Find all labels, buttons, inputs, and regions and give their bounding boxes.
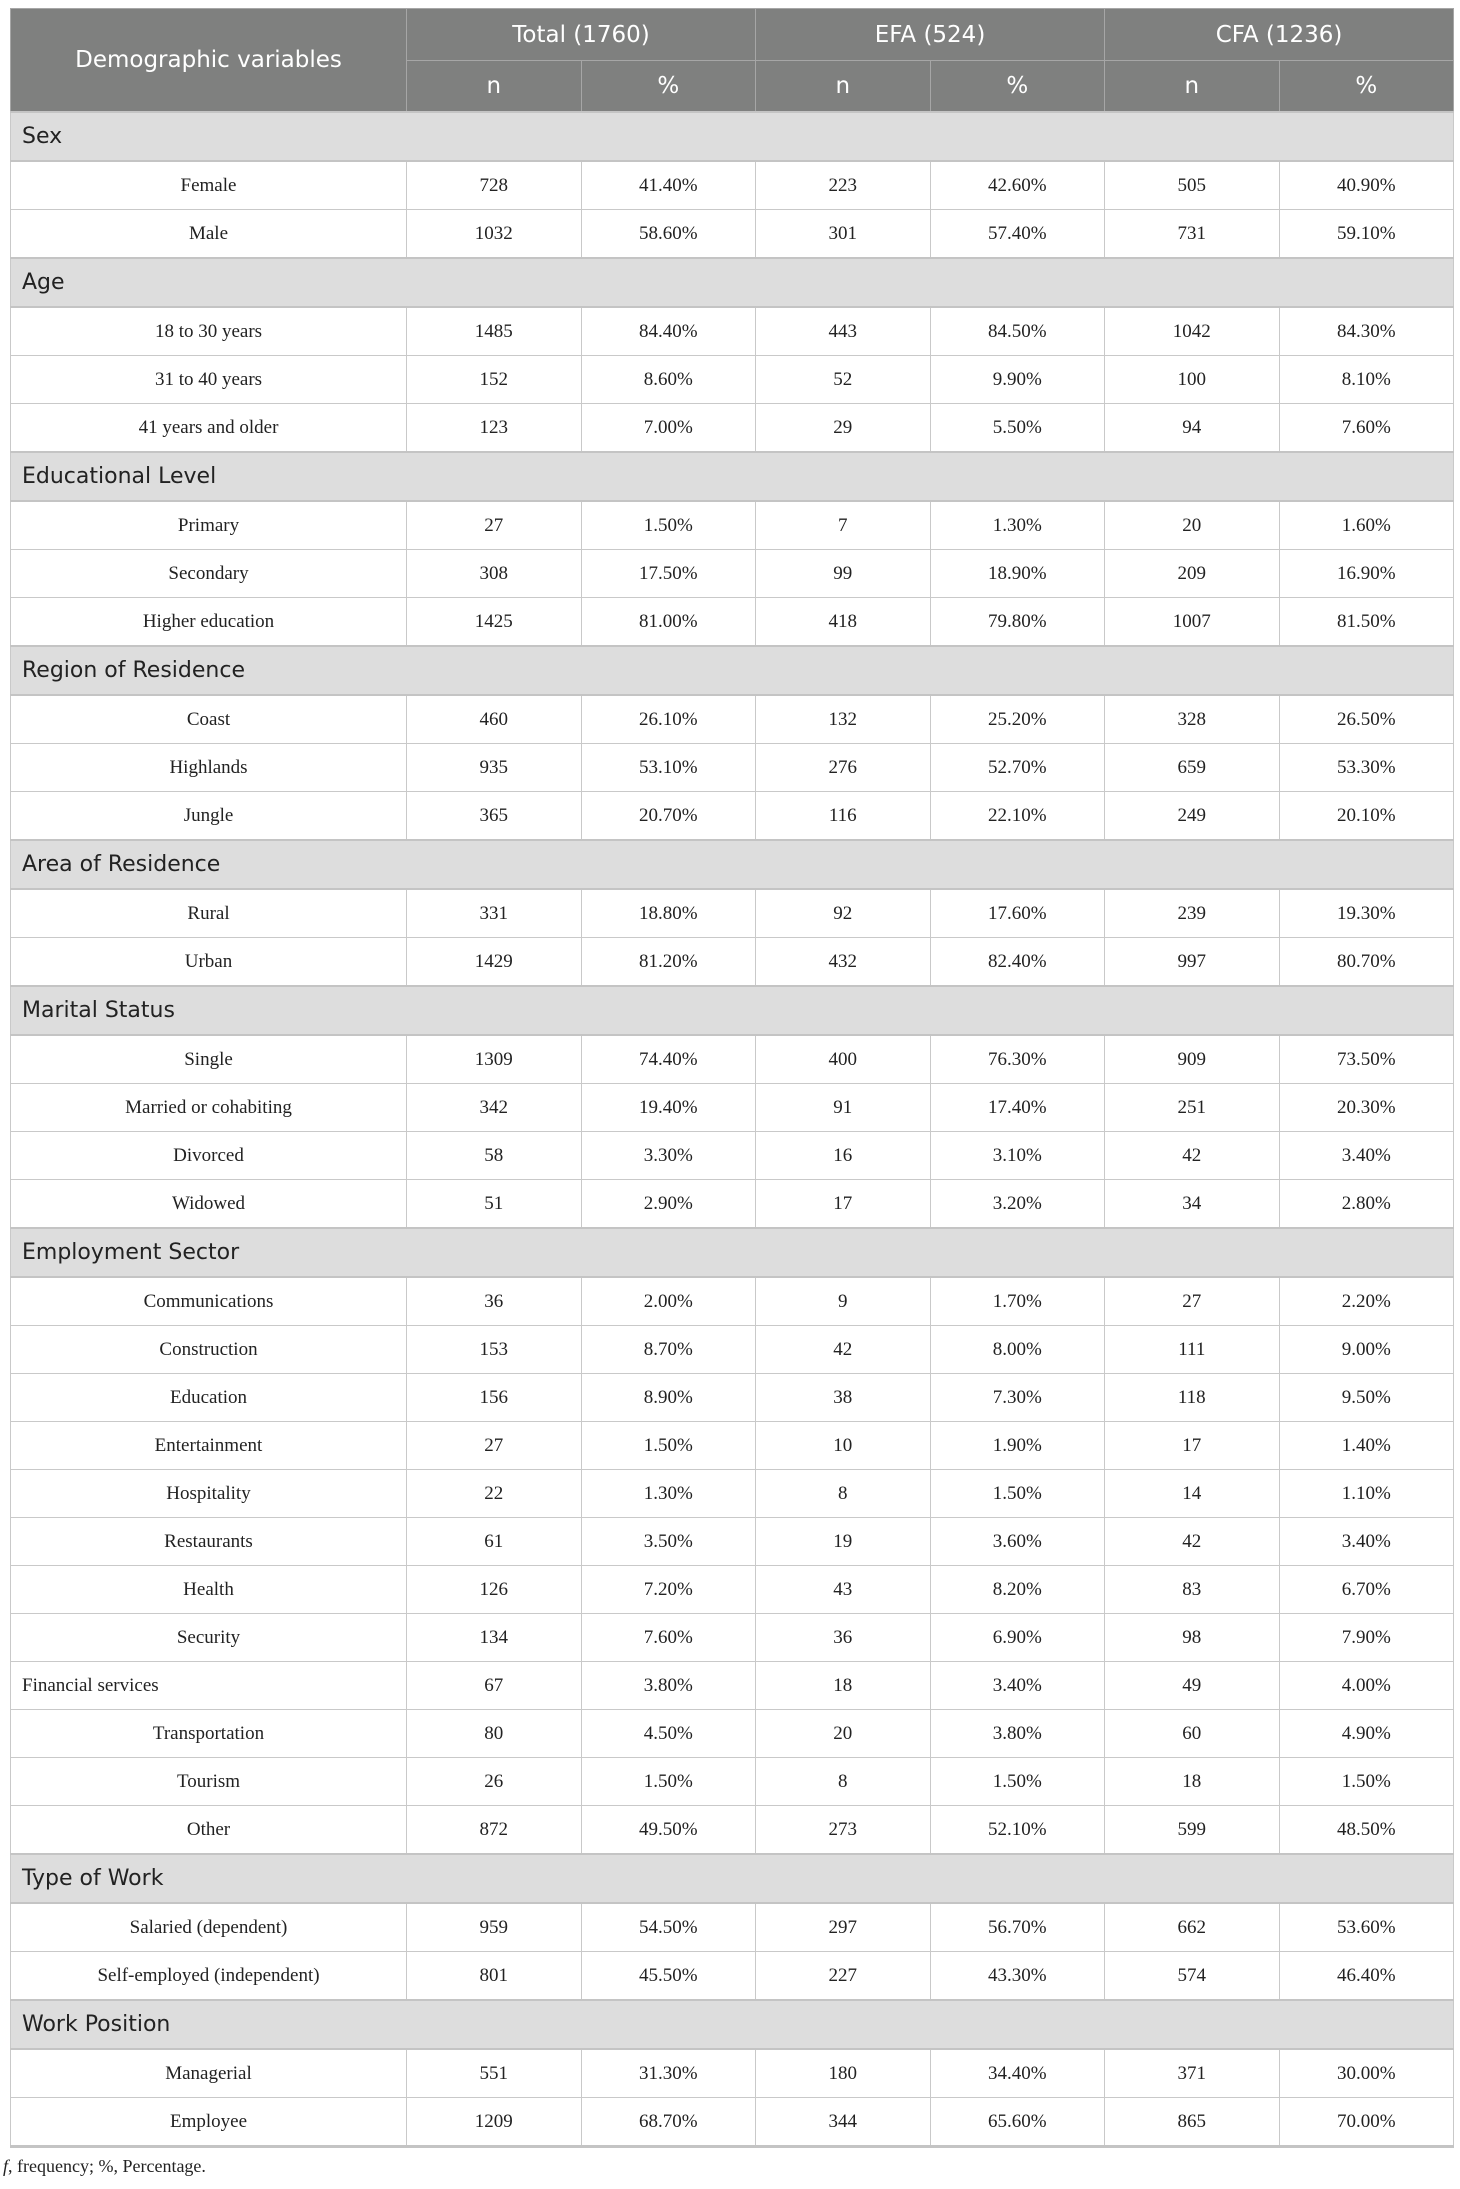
cell-cfa-pct: 26.50% xyxy=(1279,695,1454,744)
cell-cfa-pct: 1.60% xyxy=(1279,501,1454,550)
row-label: Hospitality xyxy=(11,1470,407,1518)
cell-efa-n: 344 xyxy=(756,2098,931,2147)
cell-total-pct: 58.60% xyxy=(581,210,756,259)
row-label: Single xyxy=(11,1035,407,1084)
cell-efa-n: 17 xyxy=(756,1180,931,1229)
cell-cfa-pct: 3.40% xyxy=(1279,1518,1454,1566)
cell-total-n: 935 xyxy=(407,744,582,792)
cell-efa-n: 18 xyxy=(756,1662,931,1710)
cell-cfa-n: 371 xyxy=(1105,2049,1280,2098)
cell-total-pct: 1.50% xyxy=(581,1758,756,1806)
row-label: Coast xyxy=(11,695,407,744)
section-header-row xyxy=(11,2000,1454,2049)
table-row xyxy=(11,1470,1454,1518)
cell-total-n: 36 xyxy=(407,1277,582,1326)
cell-efa-n: 400 xyxy=(756,1035,931,1084)
table-row xyxy=(11,1952,1454,2001)
footnote-text: , frequency; %, Percentage. xyxy=(8,2156,206,2176)
section-title: Employment Sector xyxy=(11,1228,1454,1277)
cell-total-pct: 84.40% xyxy=(581,307,756,356)
cell-efa-pct: 52.70% xyxy=(930,744,1105,792)
demographics-table-container xyxy=(10,8,1453,2148)
header-row-label: Demographic variables xyxy=(11,9,407,113)
table-row xyxy=(11,1326,1454,1374)
cell-cfa-pct: 16.90% xyxy=(1279,550,1454,598)
row-label: 41 years and older xyxy=(11,404,407,453)
table-row xyxy=(11,356,1454,404)
cell-total-n: 58 xyxy=(407,1132,582,1180)
table-row xyxy=(11,1035,1454,1084)
cell-cfa-n: 94 xyxy=(1105,404,1280,453)
cell-cfa-pct: 48.50% xyxy=(1279,1806,1454,1855)
cell-cfa-pct: 2.80% xyxy=(1279,1180,1454,1229)
cell-efa-pct: 57.40% xyxy=(930,210,1105,259)
cell-total-pct: 53.10% xyxy=(581,744,756,792)
cell-efa-pct: 82.40% xyxy=(930,938,1105,987)
cell-efa-n: 9 xyxy=(756,1277,931,1326)
cell-efa-pct: 79.80% xyxy=(930,598,1105,647)
cell-total-pct: 41.40% xyxy=(581,161,756,210)
row-label: Salaried (dependent) xyxy=(11,1903,407,1952)
cell-efa-n: 8 xyxy=(756,1470,931,1518)
section-title: Sex xyxy=(11,112,1454,161)
cell-total-pct: 7.60% xyxy=(581,1614,756,1662)
cell-cfa-n: 731 xyxy=(1105,210,1280,259)
row-label: Financial services xyxy=(11,1662,407,1710)
cell-cfa-n: 14 xyxy=(1105,1470,1280,1518)
cell-efa-pct: 25.20% xyxy=(930,695,1105,744)
cell-cfa-pct: 6.70% xyxy=(1279,1566,1454,1614)
cell-cfa-n: 574 xyxy=(1105,1952,1280,2001)
row-label: Secondary xyxy=(11,550,407,598)
table-row xyxy=(11,210,1454,259)
cell-cfa-pct: 19.30% xyxy=(1279,889,1454,938)
cell-total-pct: 4.50% xyxy=(581,1710,756,1758)
cell-total-pct: 3.50% xyxy=(581,1518,756,1566)
cell-total-n: 1309 xyxy=(407,1035,582,1084)
cell-cfa-n: 209 xyxy=(1105,550,1280,598)
row-label: Female xyxy=(11,161,407,210)
cell-efa-pct: 1.70% xyxy=(930,1277,1105,1326)
table-row xyxy=(11,1422,1454,1470)
cell-efa-n: 8 xyxy=(756,1758,931,1806)
cell-efa-pct: 76.30% xyxy=(930,1035,1105,1084)
cell-cfa-pct: 4.00% xyxy=(1279,1662,1454,1710)
cell-efa-n: 36 xyxy=(756,1614,931,1662)
cell-efa-pct: 43.30% xyxy=(930,1952,1105,2001)
cell-total-n: 134 xyxy=(407,1614,582,1662)
cell-total-pct: 2.90% xyxy=(581,1180,756,1229)
row-label: Higher education xyxy=(11,598,407,647)
cell-cfa-pct: 8.10% xyxy=(1279,356,1454,404)
row-label: Male xyxy=(11,210,407,259)
cell-cfa-pct: 1.40% xyxy=(1279,1422,1454,1470)
cell-efa-n: 273 xyxy=(756,1806,931,1855)
table-row xyxy=(11,1614,1454,1662)
table-footnote xyxy=(3,2156,206,2177)
table-row xyxy=(11,889,1454,938)
cell-total-pct: 81.20% xyxy=(581,938,756,987)
cell-cfa-n: 1042 xyxy=(1105,307,1280,356)
row-label: Entertainment xyxy=(11,1422,407,1470)
cell-efa-n: 52 xyxy=(756,356,931,404)
cell-efa-pct: 3.80% xyxy=(930,1710,1105,1758)
row-label: Employee xyxy=(11,2098,407,2147)
section-title: Region of Residence xyxy=(11,646,1454,695)
table-row xyxy=(11,1566,1454,1614)
cell-cfa-n: 997 xyxy=(1105,938,1280,987)
row-label: Primary xyxy=(11,501,407,550)
row-label: 18 to 30 years xyxy=(11,307,407,356)
cell-cfa-pct: 20.30% xyxy=(1279,1084,1454,1132)
cell-efa-n: 432 xyxy=(756,938,931,987)
cell-total-pct: 1.50% xyxy=(581,1422,756,1470)
cell-cfa-n: 1007 xyxy=(1105,598,1280,647)
cell-efa-n: 16 xyxy=(756,1132,931,1180)
cell-total-n: 728 xyxy=(407,161,582,210)
header-sub-cfa-pct: % xyxy=(1279,61,1454,113)
cell-total-n: 1209 xyxy=(407,2098,582,2147)
cell-efa-pct: 17.60% xyxy=(930,889,1105,938)
row-label: Communications xyxy=(11,1277,407,1326)
cell-total-n: 123 xyxy=(407,404,582,453)
cell-efa-pct: 17.40% xyxy=(930,1084,1105,1132)
header-group-total: Total (1760) xyxy=(407,9,756,61)
table-row xyxy=(11,1374,1454,1422)
cell-total-n: 67 xyxy=(407,1662,582,1710)
cell-total-n: 152 xyxy=(407,356,582,404)
cell-efa-pct: 3.60% xyxy=(930,1518,1105,1566)
cell-efa-pct: 1.50% xyxy=(930,1758,1105,1806)
section-header-row xyxy=(11,258,1454,307)
cell-efa-n: 43 xyxy=(756,1566,931,1614)
cell-cfa-n: 111 xyxy=(1105,1326,1280,1374)
table-row xyxy=(11,1903,1454,1952)
cell-total-pct: 49.50% xyxy=(581,1806,756,1855)
table-row xyxy=(11,1180,1454,1229)
cell-efa-pct: 84.50% xyxy=(930,307,1105,356)
cell-efa-n: 10 xyxy=(756,1422,931,1470)
header-sub-total-pct: % xyxy=(581,61,756,113)
table-row xyxy=(11,1662,1454,1710)
table-row xyxy=(11,307,1454,356)
cell-total-n: 1485 xyxy=(407,307,582,356)
table-row xyxy=(11,2049,1454,2098)
cell-efa-n: 443 xyxy=(756,307,931,356)
section-header-row xyxy=(11,986,1454,1035)
cell-efa-n: 29 xyxy=(756,404,931,453)
cell-cfa-pct: 3.40% xyxy=(1279,1132,1454,1180)
cell-efa-n: 301 xyxy=(756,210,931,259)
cell-cfa-pct: 70.00% xyxy=(1279,2098,1454,2147)
row-label: Urban xyxy=(11,938,407,987)
cell-efa-n: 132 xyxy=(756,695,931,744)
cell-efa-pct: 52.10% xyxy=(930,1806,1105,1855)
cell-cfa-pct: 84.30% xyxy=(1279,307,1454,356)
cell-total-n: 80 xyxy=(407,1710,582,1758)
header-sub-efa-n: n xyxy=(756,61,931,113)
cell-cfa-n: 20 xyxy=(1105,501,1280,550)
cell-total-pct: 8.60% xyxy=(581,356,756,404)
cell-cfa-pct: 40.90% xyxy=(1279,161,1454,210)
cell-total-n: 61 xyxy=(407,1518,582,1566)
row-label: Married or cohabiting xyxy=(11,1084,407,1132)
cell-total-n: 365 xyxy=(407,792,582,841)
cell-total-pct: 17.50% xyxy=(581,550,756,598)
row-label: Transportation xyxy=(11,1710,407,1758)
row-label: Jungle xyxy=(11,792,407,841)
cell-total-pct: 19.40% xyxy=(581,1084,756,1132)
row-label: Health xyxy=(11,1566,407,1614)
cell-total-pct: 26.10% xyxy=(581,695,756,744)
table-row xyxy=(11,1277,1454,1326)
cell-cfa-n: 505 xyxy=(1105,161,1280,210)
row-label: Self-employed (independent) xyxy=(11,1952,407,2001)
section-title: Work Position xyxy=(11,2000,1454,2049)
cell-cfa-pct: 53.30% xyxy=(1279,744,1454,792)
header-group-efa: EFA (524) xyxy=(756,9,1105,61)
cell-efa-pct: 3.40% xyxy=(930,1662,1105,1710)
cell-cfa-pct: 59.10% xyxy=(1279,210,1454,259)
cell-total-pct: 1.50% xyxy=(581,501,756,550)
cell-cfa-n: 100 xyxy=(1105,356,1280,404)
cell-efa-pct: 56.70% xyxy=(930,1903,1105,1952)
cell-efa-n: 92 xyxy=(756,889,931,938)
cell-cfa-pct: 20.10% xyxy=(1279,792,1454,841)
cell-efa-n: 227 xyxy=(756,1952,931,2001)
table-header xyxy=(11,9,1454,113)
cell-cfa-pct: 1.50% xyxy=(1279,1758,1454,1806)
row-label: Rural xyxy=(11,889,407,938)
section-header-row xyxy=(11,646,1454,695)
section-title: Type of Work xyxy=(11,1854,1454,1903)
cell-total-n: 26 xyxy=(407,1758,582,1806)
cell-efa-n: 99 xyxy=(756,550,931,598)
row-label: Other xyxy=(11,1806,407,1855)
cell-cfa-n: 118 xyxy=(1105,1374,1280,1422)
cell-cfa-pct: 4.90% xyxy=(1279,1710,1454,1758)
row-label: Widowed xyxy=(11,1180,407,1229)
cell-total-n: 1032 xyxy=(407,210,582,259)
cell-efa-pct: 22.10% xyxy=(930,792,1105,841)
cell-total-n: 27 xyxy=(407,501,582,550)
section-header-row xyxy=(11,452,1454,501)
row-label: Tourism xyxy=(11,1758,407,1806)
table-row xyxy=(11,501,1454,550)
section-title: Area of Residence xyxy=(11,840,1454,889)
cell-total-n: 551 xyxy=(407,2049,582,2098)
cell-cfa-pct: 53.60% xyxy=(1279,1903,1454,1952)
table-row xyxy=(11,2098,1454,2147)
cell-total-pct: 18.80% xyxy=(581,889,756,938)
cell-total-pct: 81.00% xyxy=(581,598,756,647)
cell-efa-n: 180 xyxy=(756,2049,931,2098)
cell-cfa-n: 599 xyxy=(1105,1806,1280,1855)
cell-cfa-n: 83 xyxy=(1105,1566,1280,1614)
cell-efa-pct: 5.50% xyxy=(930,404,1105,453)
cell-total-n: 959 xyxy=(407,1903,582,1952)
section-title: Educational Level xyxy=(11,452,1454,501)
section-header-row xyxy=(11,1854,1454,1903)
cell-total-pct: 1.30% xyxy=(581,1470,756,1518)
row-label: Restaurants xyxy=(11,1518,407,1566)
cell-total-pct: 7.00% xyxy=(581,404,756,453)
cell-total-n: 1425 xyxy=(407,598,582,647)
cell-total-n: 27 xyxy=(407,1422,582,1470)
table-row xyxy=(11,1710,1454,1758)
cell-efa-pct: 1.90% xyxy=(930,1422,1105,1470)
cell-cfa-pct: 7.60% xyxy=(1279,404,1454,453)
row-label: Construction xyxy=(11,1326,407,1374)
cell-total-n: 126 xyxy=(407,1566,582,1614)
table-row xyxy=(11,1806,1454,1855)
cell-total-pct: 45.50% xyxy=(581,1952,756,2001)
cell-total-pct: 7.20% xyxy=(581,1566,756,1614)
section-header-row xyxy=(11,1228,1454,1277)
header-sub-cfa-n: n xyxy=(1105,61,1280,113)
cell-efa-pct: 9.90% xyxy=(930,356,1105,404)
table-row xyxy=(11,695,1454,744)
cell-total-n: 308 xyxy=(407,550,582,598)
cell-efa-n: 297 xyxy=(756,1903,931,1952)
table-body xyxy=(11,112,1454,2147)
cell-efa-n: 20 xyxy=(756,1710,931,1758)
cell-cfa-n: 18 xyxy=(1105,1758,1280,1806)
cell-cfa-pct: 7.90% xyxy=(1279,1614,1454,1662)
cell-efa-n: 276 xyxy=(756,744,931,792)
cell-efa-n: 7 xyxy=(756,501,931,550)
cell-total-pct: 54.50% xyxy=(581,1903,756,1952)
section-header-row xyxy=(11,112,1454,161)
cell-cfa-n: 42 xyxy=(1105,1132,1280,1180)
row-label: Highlands xyxy=(11,744,407,792)
cell-efa-pct: 34.40% xyxy=(930,2049,1105,2098)
cell-efa-pct: 1.50% xyxy=(930,1470,1105,1518)
cell-total-pct: 68.70% xyxy=(581,2098,756,2147)
cell-total-pct: 20.70% xyxy=(581,792,756,841)
cell-total-n: 1429 xyxy=(407,938,582,987)
row-label: Security xyxy=(11,1614,407,1662)
table-row xyxy=(11,1132,1454,1180)
cell-cfa-pct: 46.40% xyxy=(1279,1952,1454,2001)
cell-cfa-pct: 1.10% xyxy=(1279,1470,1454,1518)
cell-total-n: 342 xyxy=(407,1084,582,1132)
cell-efa-n: 418 xyxy=(756,598,931,647)
header-sub-efa-pct: % xyxy=(930,61,1105,113)
cell-cfa-n: 239 xyxy=(1105,889,1280,938)
footnote-symbol: f xyxy=(3,2156,9,2176)
section-header-row xyxy=(11,840,1454,889)
cell-efa-pct: 7.30% xyxy=(930,1374,1105,1422)
cell-total-pct: 74.40% xyxy=(581,1035,756,1084)
cell-cfa-n: 251 xyxy=(1105,1084,1280,1132)
cell-total-pct: 3.30% xyxy=(581,1132,756,1180)
cell-cfa-n: 42 xyxy=(1105,1518,1280,1566)
cell-total-pct: 8.90% xyxy=(581,1374,756,1422)
cell-efa-pct: 3.10% xyxy=(930,1132,1105,1180)
cell-efa-n: 19 xyxy=(756,1518,931,1566)
table-row xyxy=(11,404,1454,453)
cell-cfa-pct: 73.50% xyxy=(1279,1035,1454,1084)
cell-total-n: 22 xyxy=(407,1470,582,1518)
cell-cfa-n: 60 xyxy=(1105,1710,1280,1758)
header-sub-total-n: n xyxy=(407,61,582,113)
cell-total-pct: 2.00% xyxy=(581,1277,756,1326)
cell-efa-pct: 42.60% xyxy=(930,161,1105,210)
cell-cfa-pct: 30.00% xyxy=(1279,2049,1454,2098)
cell-total-pct: 31.30% xyxy=(581,2049,756,2098)
cell-cfa-pct: 2.20% xyxy=(1279,1277,1454,1326)
cell-total-n: 872 xyxy=(407,1806,582,1855)
cell-total-pct: 3.80% xyxy=(581,1662,756,1710)
cell-efa-n: 116 xyxy=(756,792,931,841)
cell-total-n: 156 xyxy=(407,1374,582,1422)
table-row xyxy=(11,1084,1454,1132)
table-row xyxy=(11,1758,1454,1806)
table-row xyxy=(11,598,1454,647)
cell-efa-pct: 8.00% xyxy=(930,1326,1105,1374)
cell-efa-pct: 65.60% xyxy=(930,2098,1105,2147)
row-label: Managerial xyxy=(11,2049,407,2098)
cell-cfa-pct: 80.70% xyxy=(1279,938,1454,987)
table-row xyxy=(11,938,1454,987)
table-row xyxy=(11,161,1454,210)
cell-cfa-pct: 9.50% xyxy=(1279,1374,1454,1422)
row-label: Divorced xyxy=(11,1132,407,1180)
demographics-table xyxy=(10,8,1454,2148)
table-row xyxy=(11,550,1454,598)
cell-total-n: 153 xyxy=(407,1326,582,1374)
cell-cfa-n: 27 xyxy=(1105,1277,1280,1326)
section-title: Marital Status xyxy=(11,986,1454,1035)
cell-cfa-n: 865 xyxy=(1105,2098,1280,2147)
cell-cfa-n: 17 xyxy=(1105,1422,1280,1470)
cell-total-n: 331 xyxy=(407,889,582,938)
cell-total-n: 801 xyxy=(407,1952,582,2001)
cell-efa-pct: 6.90% xyxy=(930,1614,1105,1662)
cell-cfa-n: 662 xyxy=(1105,1903,1280,1952)
section-title: Age xyxy=(11,258,1454,307)
cell-total-n: 460 xyxy=(407,695,582,744)
cell-efa-n: 223 xyxy=(756,161,931,210)
row-label: Education xyxy=(11,1374,407,1422)
header-group-cfa: CFA (1236) xyxy=(1105,9,1454,61)
cell-efa-pct: 1.30% xyxy=(930,501,1105,550)
row-label: 31 to 40 years xyxy=(11,356,407,404)
cell-cfa-n: 49 xyxy=(1105,1662,1280,1710)
cell-total-pct: 8.70% xyxy=(581,1326,756,1374)
cell-cfa-n: 328 xyxy=(1105,695,1280,744)
table-row xyxy=(11,744,1454,792)
cell-efa-pct: 8.20% xyxy=(930,1566,1105,1614)
cell-cfa-n: 909 xyxy=(1105,1035,1280,1084)
cell-efa-pct: 18.90% xyxy=(930,550,1105,598)
table-row xyxy=(11,792,1454,841)
cell-efa-n: 91 xyxy=(756,1084,931,1132)
cell-cfa-n: 659 xyxy=(1105,744,1280,792)
table-row xyxy=(11,1518,1454,1566)
cell-cfa-pct: 9.00% xyxy=(1279,1326,1454,1374)
cell-cfa-n: 98 xyxy=(1105,1614,1280,1662)
cell-cfa-pct: 81.50% xyxy=(1279,598,1454,647)
cell-efa-n: 42 xyxy=(756,1326,931,1374)
cell-efa-n: 38 xyxy=(756,1374,931,1422)
cell-cfa-n: 249 xyxy=(1105,792,1280,841)
cell-cfa-n: 34 xyxy=(1105,1180,1280,1229)
cell-total-n: 51 xyxy=(407,1180,582,1229)
cell-efa-pct: 3.20% xyxy=(930,1180,1105,1229)
